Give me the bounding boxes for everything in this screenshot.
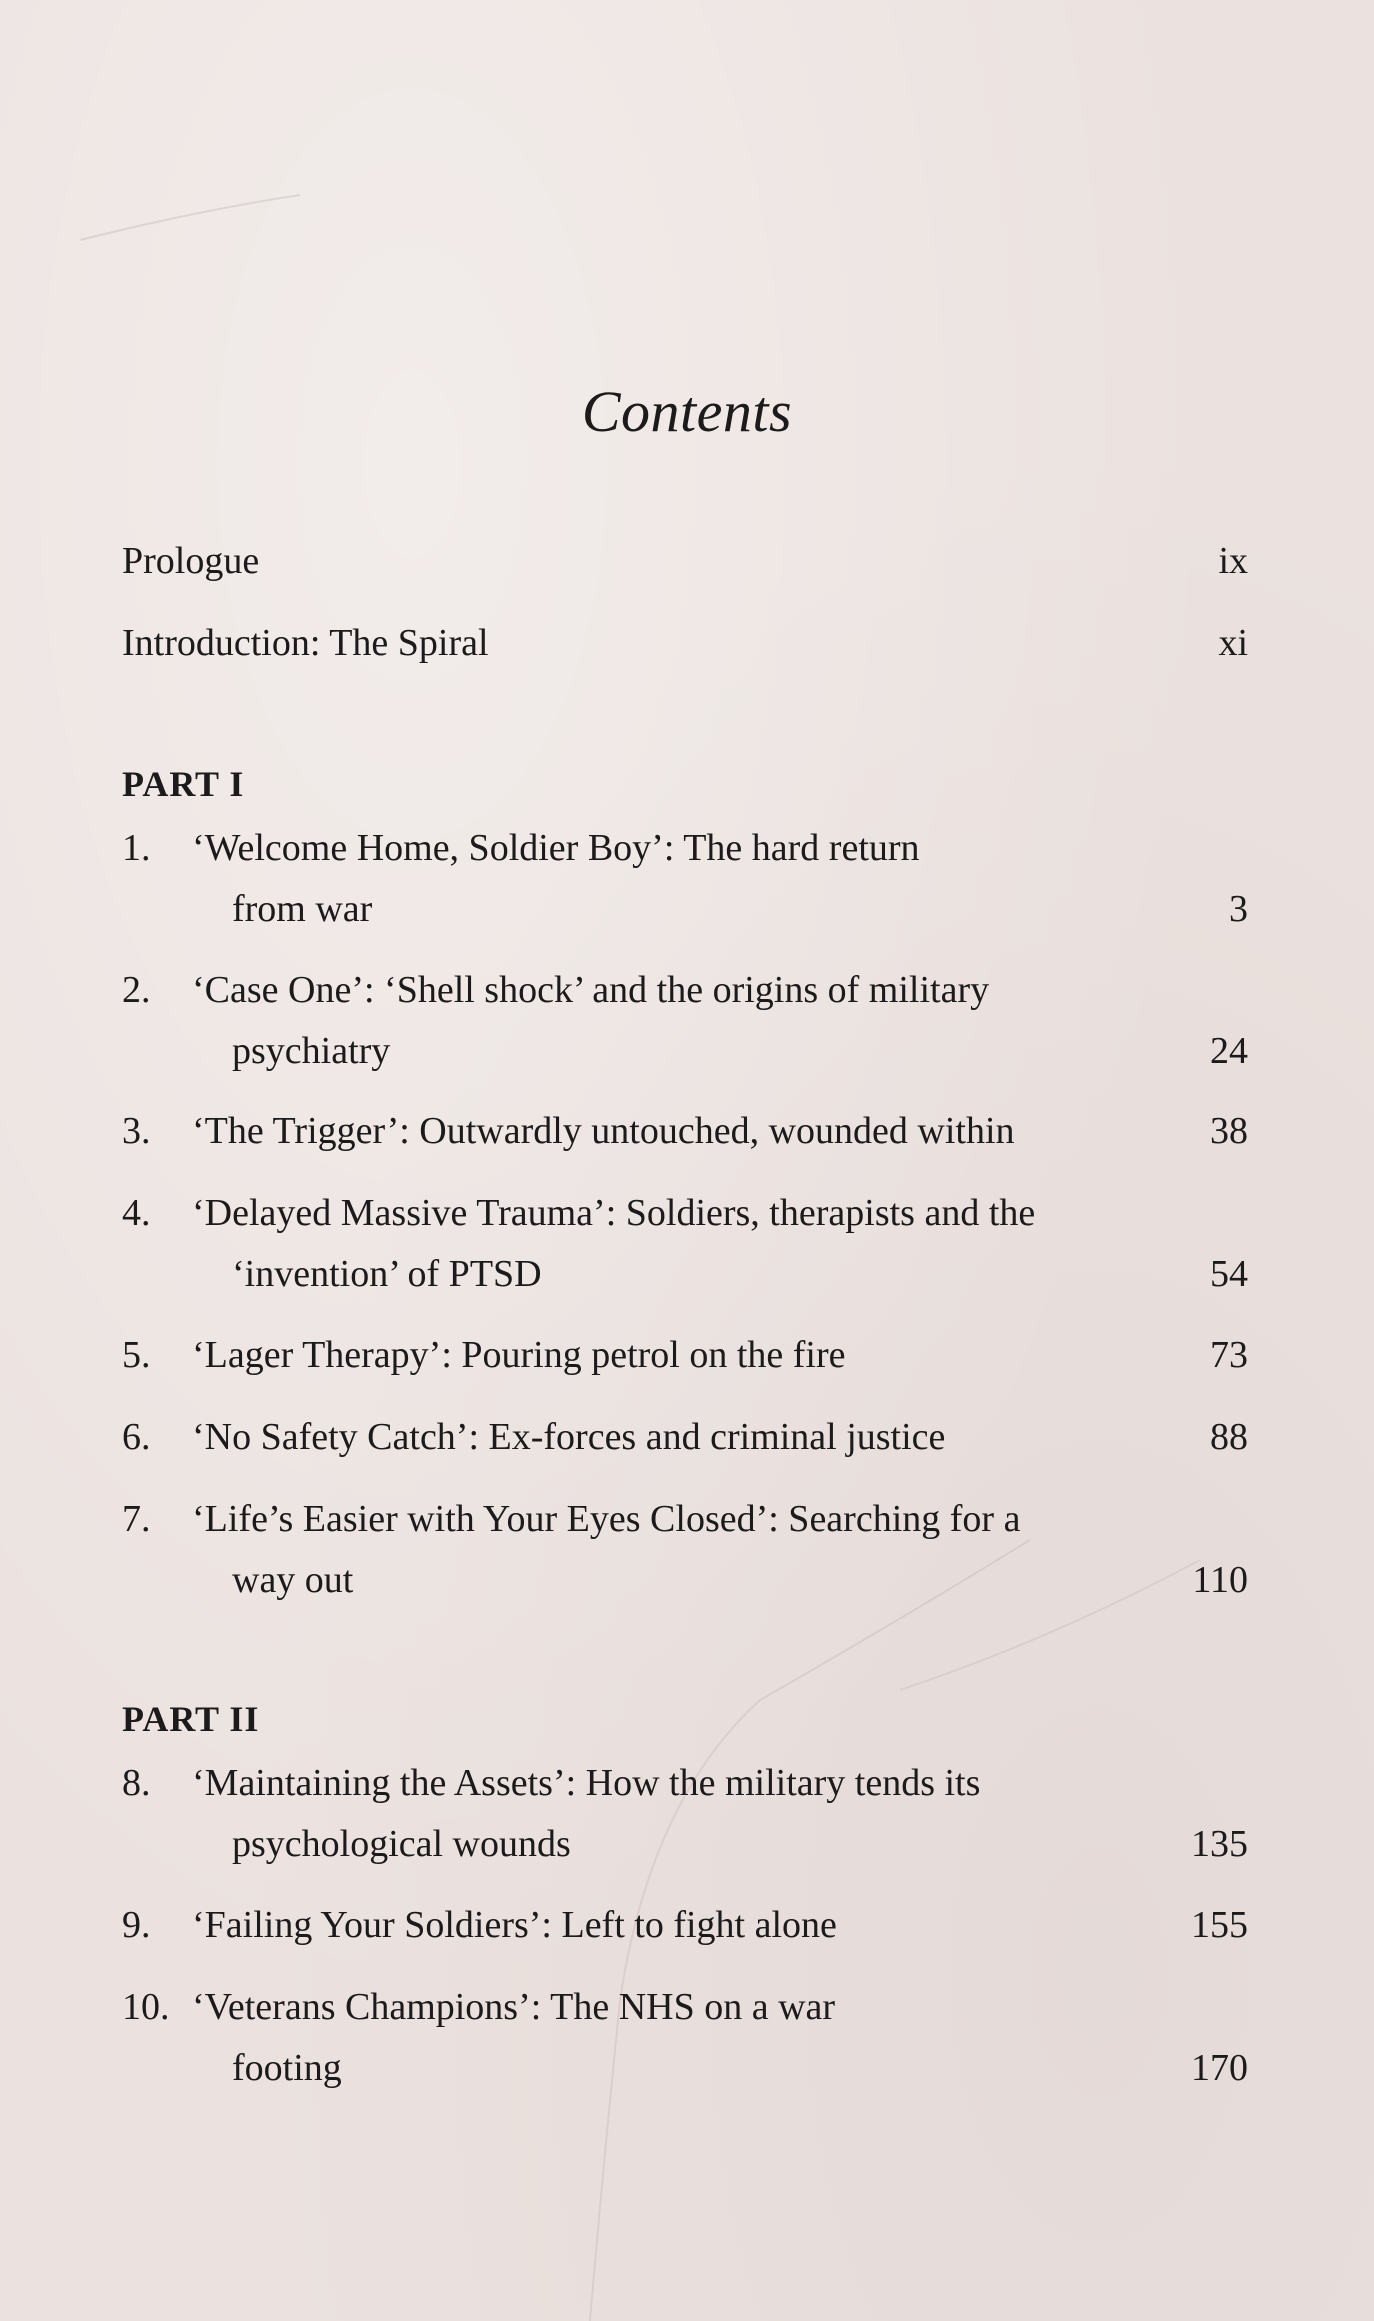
chapter-number: 2.	[122, 969, 151, 1011]
chapter-number: 9.	[122, 1904, 151, 1946]
chapter-number: 6.	[122, 1416, 151, 1458]
chapter-number: 5.	[122, 1334, 151, 1376]
toc-chapter-1	[122, 818, 1248, 940]
entry-title: Introduction: The Spiral	[122, 622, 489, 664]
chapter-number: 10.	[122, 1986, 170, 2028]
toc-chapter-2	[122, 960, 1248, 1082]
part-heading-1: PART I	[122, 764, 245, 804]
chapter-title: ‘Failing Your Soldiers’: Left to fight alone	[192, 1904, 837, 1946]
entry-page: xi	[1218, 622, 1248, 664]
chapter-page: 73	[1210, 1334, 1248, 1376]
chapter-page: 170	[1191, 2047, 1248, 2089]
toc-entry-introduction	[122, 621, 1248, 665]
chapter-page: 88	[1210, 1416, 1248, 1458]
toc-chapter-8	[122, 1753, 1248, 1875]
chapter-page: 54	[1210, 1253, 1248, 1295]
chapter-title: ‘The Trigger’: Outwardly untouched, wounded within	[192, 1110, 1015, 1152]
chapter-subtitle: psychological wounds	[232, 1823, 571, 1865]
toc-entry-prologue	[122, 539, 1248, 583]
chapter-subtitle: footing	[232, 2047, 342, 2089]
crease-line	[80, 195, 300, 240]
chapter-number: 7.	[122, 1498, 151, 1540]
chapter-number: 1.	[122, 827, 151, 869]
chapter-page: 24	[1210, 1030, 1248, 1072]
toc-chapter-5	[122, 1325, 1248, 1386]
toc-chapter-3	[122, 1101, 1248, 1162]
chapter-number: 3.	[122, 1110, 151, 1152]
chapter-title: ‘Lager Therapy’: Pouring petrol on the fire	[192, 1334, 846, 1376]
chapter-page: 135	[1191, 1823, 1248, 1865]
chapter-title: ‘Case One’: ‘Shell shock’ and the origins of military	[192, 969, 990, 1011]
toc-chapter-10	[122, 1977, 1248, 2099]
chapter-subtitle: way out	[232, 1559, 354, 1601]
chapter-number: 4.	[122, 1192, 151, 1234]
toc-chapter-4	[122, 1183, 1248, 1305]
chapter-title: ‘No Safety Catch’: Ex-forces and criminal justice	[192, 1416, 946, 1458]
chapter-title: ‘Life’s Easier with Your Eyes Closed’: Searching for a	[192, 1498, 1021, 1540]
entry-title: Prologue	[122, 540, 260, 582]
chapter-title: ‘Delayed Massive Trauma’: Soldiers, therapists and the	[192, 1192, 1036, 1234]
page-title: Contents	[581, 379, 793, 444]
chapter-page: 3	[1229, 888, 1248, 930]
toc-chapter-7	[122, 1489, 1248, 1611]
chapter-number: 8.	[122, 1762, 151, 1804]
chapter-page: 38	[1210, 1110, 1248, 1152]
chapter-title: ‘Welcome Home, Soldier Boy’: The hard return	[192, 827, 920, 869]
entry-page: ix	[1218, 540, 1248, 582]
chapter-subtitle: from war	[232, 888, 373, 930]
chapter-page: 155	[1191, 1904, 1248, 1946]
chapter-subtitle: ‘invention’ of PTSD	[232, 1253, 542, 1295]
part-heading-2: PART II	[122, 1699, 260, 1739]
chapter-title: ‘Veterans Champions’: The NHS on a war	[192, 1986, 836, 2028]
toc-chapter-9	[122, 1895, 1248, 1956]
chapter-title: ‘Maintaining the Assets’: How the military tends its	[192, 1762, 981, 1804]
chapter-page: 110	[1192, 1559, 1248, 1601]
toc-chapter-6	[122, 1407, 1248, 1468]
chapter-subtitle: psychiatry	[232, 1030, 391, 1072]
